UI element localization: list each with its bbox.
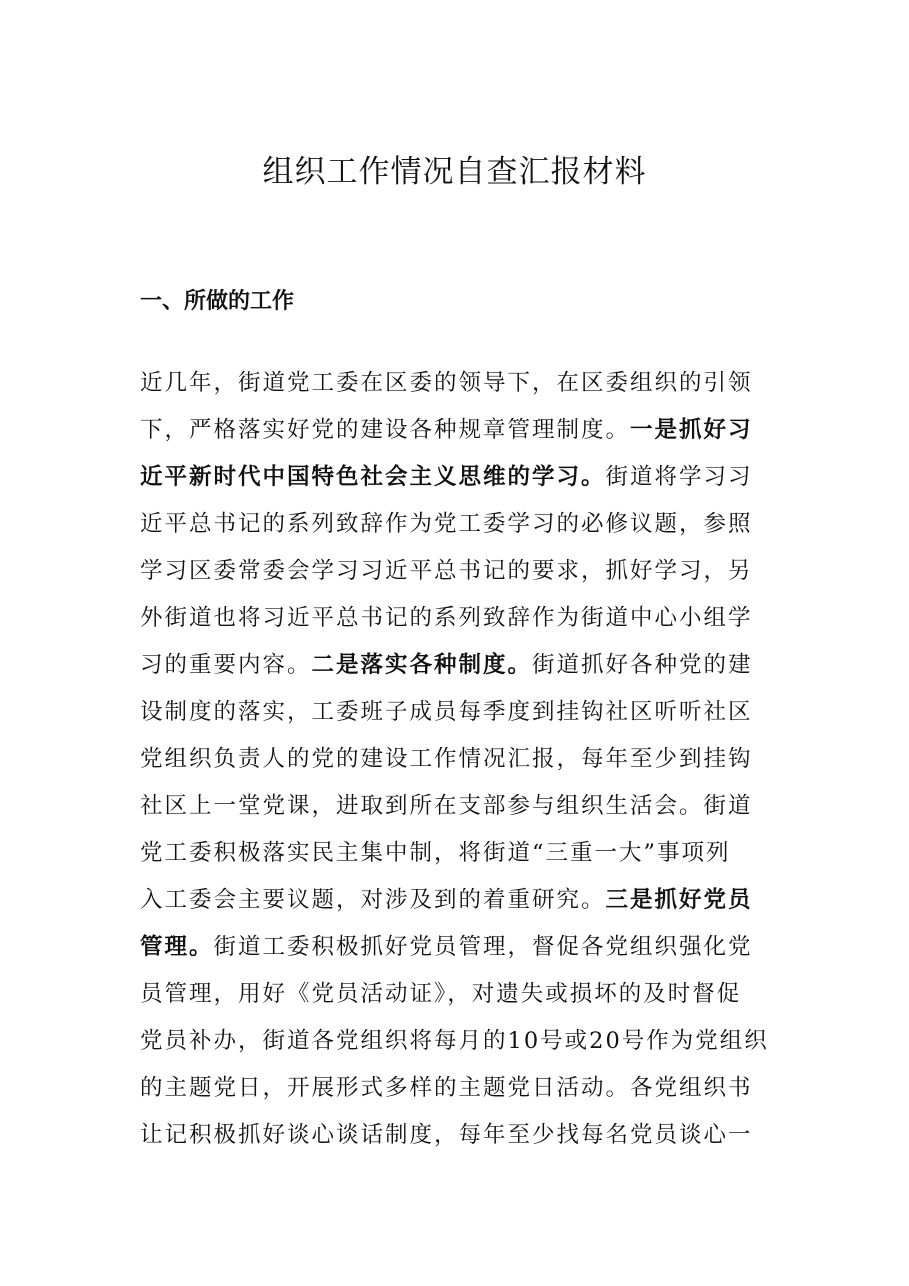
paragraph-line [140, 1018, 780, 1065]
text-segment: 党组织负责人的党的建设工作情况汇报，每年至少到挂钩 [140, 746, 753, 772]
text-segment: 外街道也将习近平总书记的系列致辞作为街道中心小组学 [140, 605, 753, 631]
paragraph-line [140, 971, 780, 1018]
document-title: 组织工作情况自查汇报材料 [262, 154, 647, 190]
text-segment: 社区上一堂党课，进取到所在支部参与组织生活会。街道 [140, 793, 753, 819]
text-segment: 下，严格落实好党的建设各种规章管理制度。 [140, 417, 631, 443]
paragraph-line [140, 1112, 780, 1159]
paragraph-line [140, 501, 780, 548]
paragraph-line [140, 407, 780, 454]
paragraph-line [140, 924, 780, 971]
body-paragraph [140, 360, 780, 1159]
paragraph-line [140, 689, 780, 736]
bold-text-segment: 一是抓好习 [630, 417, 753, 443]
paragraph-line [140, 783, 780, 830]
text-segment: 街道抓好各种党的建 [532, 652, 753, 678]
bold-text-segment: 三是抓好党员 [605, 887, 753, 913]
paragraph-line [140, 595, 780, 642]
section-heading: 一、所做的工作 [140, 288, 295, 314]
text-segment: 学习区委常委会学习习近平总书记的要求，抓好学习，另 [140, 558, 753, 584]
paragraph-line [140, 360, 780, 407]
text-segment: 街道将学习习 [605, 464, 753, 490]
paragraph-line [140, 877, 780, 924]
paragraph-line [140, 830, 780, 877]
text-segment: 员管理，用好《党员活动证》，对遗失或损坏的及时督促 [140, 981, 742, 1007]
bold-text-segment: 近平新时代中国特色社会主义思维的学习。 [140, 464, 606, 490]
bold-text-segment: 二是落实各种制度。 [311, 652, 533, 678]
paragraph-line [140, 642, 780, 689]
text-segment: 让记积极抓好谈心谈话制度，每年至少找每名党员谈心一 [140, 1122, 753, 1148]
paragraph-line [140, 1065, 780, 1112]
text-segment: 街道工委积极抓好党员管理，督促各党组织强化党 [213, 934, 753, 960]
text-segment: 近平总书记的系列致辞作为党工委学习的必修议题，参照 [140, 511, 753, 537]
text-segment: 习的重要内容。 [140, 652, 312, 678]
text-segment: 近几年，街道党工委在区委的领导下，在区委组织的引领 [140, 370, 753, 396]
paragraph-line [140, 548, 780, 595]
text-segment: 设制度的落实，工委班子成员每季度到挂钩社区听听社区 [140, 699, 753, 725]
paragraph-line [140, 454, 780, 501]
text-segment: 党员补办，街道各党组织将每月的10号或20号作为党组织 [140, 1028, 769, 1054]
bold-text-segment: 管理。 [140, 934, 214, 960]
text-segment: 的主题党日，开展形式多样的主题党日活动。各党组织书 [140, 1075, 753, 1101]
text-segment: 入工委会主要议题，对涉及到的着重研究。 [140, 887, 606, 913]
text-segment: 党工委积极落实民主集中制，将街道“三重一大”事项列 [140, 840, 731, 866]
paragraph-line [140, 736, 780, 783]
